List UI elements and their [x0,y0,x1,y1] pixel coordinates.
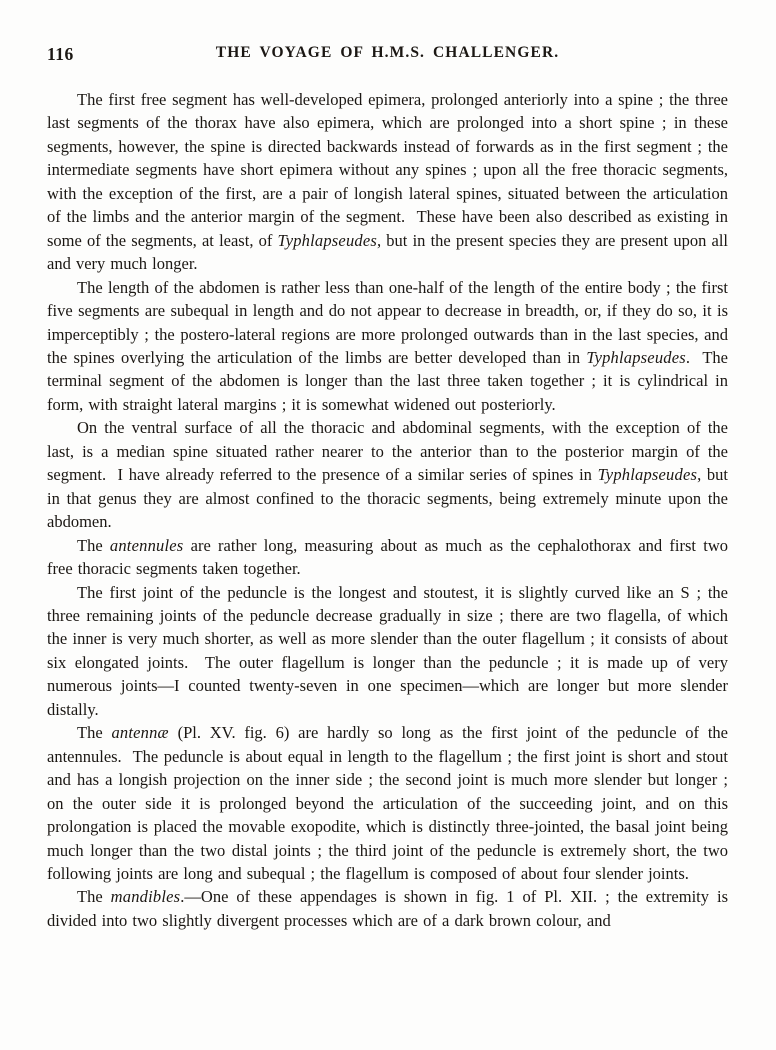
italic-text-run: mandibles [110,887,181,907]
text-run: The length of the abdomen is rather less than one-half of the length of the entire body ; the first five segments are subequal in length and do not appear to decrease in breadth, or, if they do so, it is imperceptibly ; the postero-lateral regions are more prolonged outwards than in the last species, and the spines overlying the articulation of the limbs are better developed than in [47,277,728,367]
paragraph [47,721,728,885]
text-run: .—One of these appendages is shown in fig. 1 of Pl. XII. ; the extremity is divided into two slightly divergent processes which are of a dark brown colour, and [47,887,728,930]
page-number: 116 [47,44,74,64]
paragraph [47,534,728,581]
paragraph [47,581,728,722]
text-run: are rather long, measuring about as much as the cephalothorax and first two free thoracic segments taken together. [47,535,729,579]
text-run: . The terminal segment of the abdomen is longer than the last three taken together ; it is cylindrical in form, with straight lateral margins ; it is somewhat widened out posteriorly. [47,347,728,414]
text-run: The [77,887,111,907]
text-run: On the ventral surface of all the thoracic and abdominal segments, with the exception of the last, is a median spine situated rather nearer to the anterior than to the posterior margin of the segment. I have already referred to the presence of a similar series of spines in [47,418,728,485]
italic-text-run: Typhlapseudes [597,465,698,485]
text-run: The first joint of the peduncle is the longest and stoutest, it is slightly curved like an S ; the three remaining joints of the peduncle decrease gradually in size ; there are two flagella, of which the inner is very much shorter, as well as more slender than the outer flagellum ; it consists of about six elongated joints. The outer flagellum is longer than the peduncle ; it is made up of very numerous joints—I counted twenty-seven in one specimen—which are longer but more slender distally. [47,582,728,719]
page-header [47,44,728,66]
text-run: The [77,723,112,743]
paragraph [47,276,728,417]
italic-text-run: Typhlapseudes [277,230,377,250]
text-run: The [77,535,110,555]
page-body [47,88,728,932]
italic-text-run: Typhlapseudes [586,347,686,367]
paragraph [47,416,728,533]
paragraph [47,885,728,932]
italic-text-run: antennules [109,535,184,555]
text-run: (Pl. XV. fig. 6) are hardly so long as the first joint of the peduncle of the antennules. The peduncle is about equal in length to the flagellum ; the first joint is short and stout and has a longish projection on the inner side ; the second joint is much more slender but longer ; on the outer side it is prolonged beyond the articulation of the succeeding joint, and on this prolongation is placed the movable exopodite, which is distinctly three-jointed, the basal joint being much longer than the two distal joints ; the third joint of the peduncle is extremely short, the two following joints are long and subequal ; the flagellum is composed of about four slender joints. [47,723,728,883]
text-run: The first free segment has well-developed epimera, prolonged anteriorly into a spine ; the three last segments of the thorax have also epimera, which are prolonged into a short spine ; in these segments, however, the spine is directed backwards instead of forwards as in the first segment ; the intermediate segments have short epimera without any spines ; upon all the free thoracic segments, with the exception of the first, are a pair of longish lateral spines, situated between the articulation of the limbs and the anterior margin of the segment. These have been also described as existing in some of the segments, at least, of [47,90,728,250]
paragraph [47,88,728,276]
italic-text-run: antennæ [111,723,169,743]
text-run: , but in the present species they are present upon all and very much longer. [47,230,728,274]
running-title: THE VOYAGE OF H.M.S. CHALLENGER. [215,44,560,61]
text-run: , but in that genus they are almost confined to the thoracic segments, being extremely minute upon the abdomen. [47,465,728,532]
